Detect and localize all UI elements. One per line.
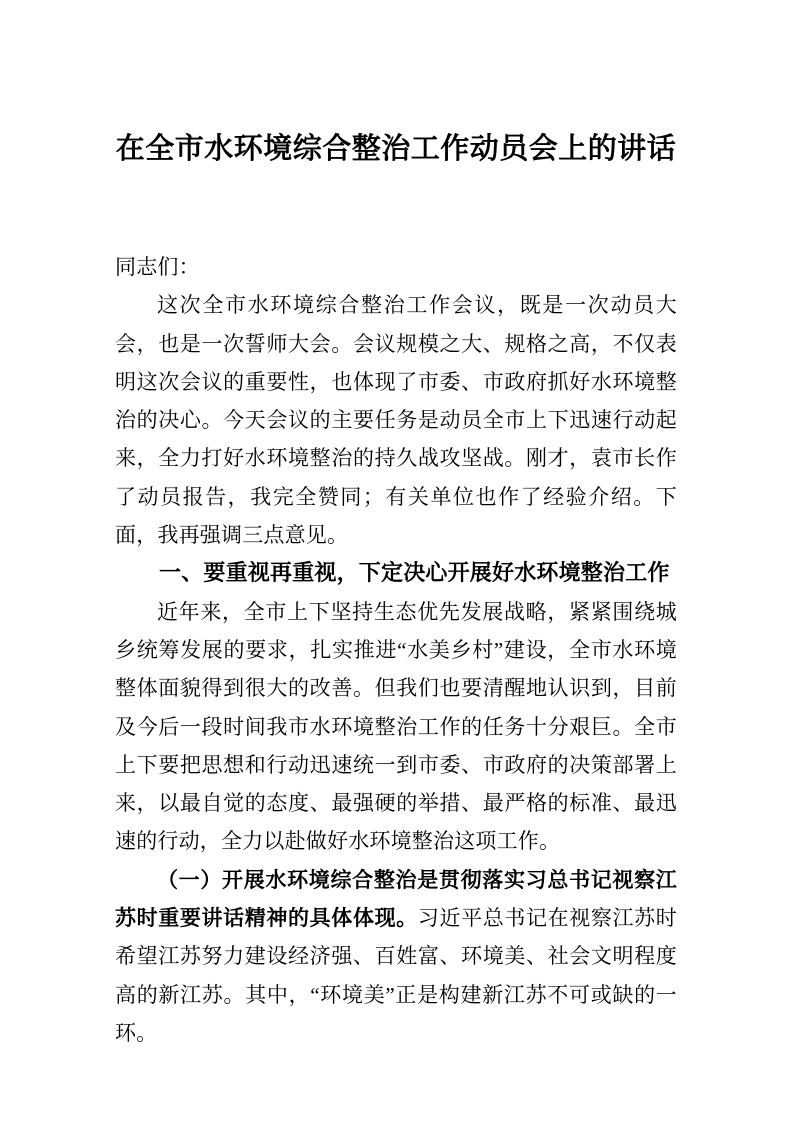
intro-paragraph: 这次全市水环境综合整治工作会议，既是一次动员大会，也是一次誓师大会。会议规模之大、规格之高，不仅表明这次会议的重要性，也体现了市委、市政府抓好水环境整治的决心。今天会议的主要任务是动员全市上下迅速行动起来，全力打好水环境整治的持久战攻坚战。刚才，袁市长作了动员报告，我完全赞同；有关单位也作了经验介绍。下面，我再强调三点意见。 — [115, 293, 677, 548]
salutation: 同志们： — [115, 255, 200, 279]
subpoint-1-text: 习近平总书记在视察江苏时希望江苏努力建设经济强、百姓富、环境美、社会文明程度高的新江苏。其中，“环境美”正是构建新江苏不可或缺的一环。 — [115, 906, 677, 1045]
section-1-heading: 一、要重视再重视，下定决心开展好水环境整治工作 — [159, 560, 670, 586]
subpoint-1-lead: （一）开展水环境综合整治是贯彻落实习总书记视察江苏时重要讲话精神的具体体现。 — [115, 867, 677, 931]
section-1-subpoint-1 — [115, 861, 677, 1052]
document-title: 在全市水环境综合整治工作动员会上的讲话 — [115, 133, 677, 165]
document-body — [115, 129, 677, 1052]
section-1-paragraph: 近年来，全市上下坚持生态优先发展战略，紧紧围绕城乡统筹发展的要求，扎实推进“水美乡村”建设，全市水环境整体面貌得到很大的改善。但我们也要清醒地认识到，目前及今后一段时间我市水环境整治工作的任务十分艰巨。全市上下要把思想和行动迅速统一到市委、市政府的决策部署上来，以最自觉的态度、最强硬的举措、最严格的标准、最迅速的行动，全力以赴做好水环境整治这项工作。 — [115, 599, 677, 854]
